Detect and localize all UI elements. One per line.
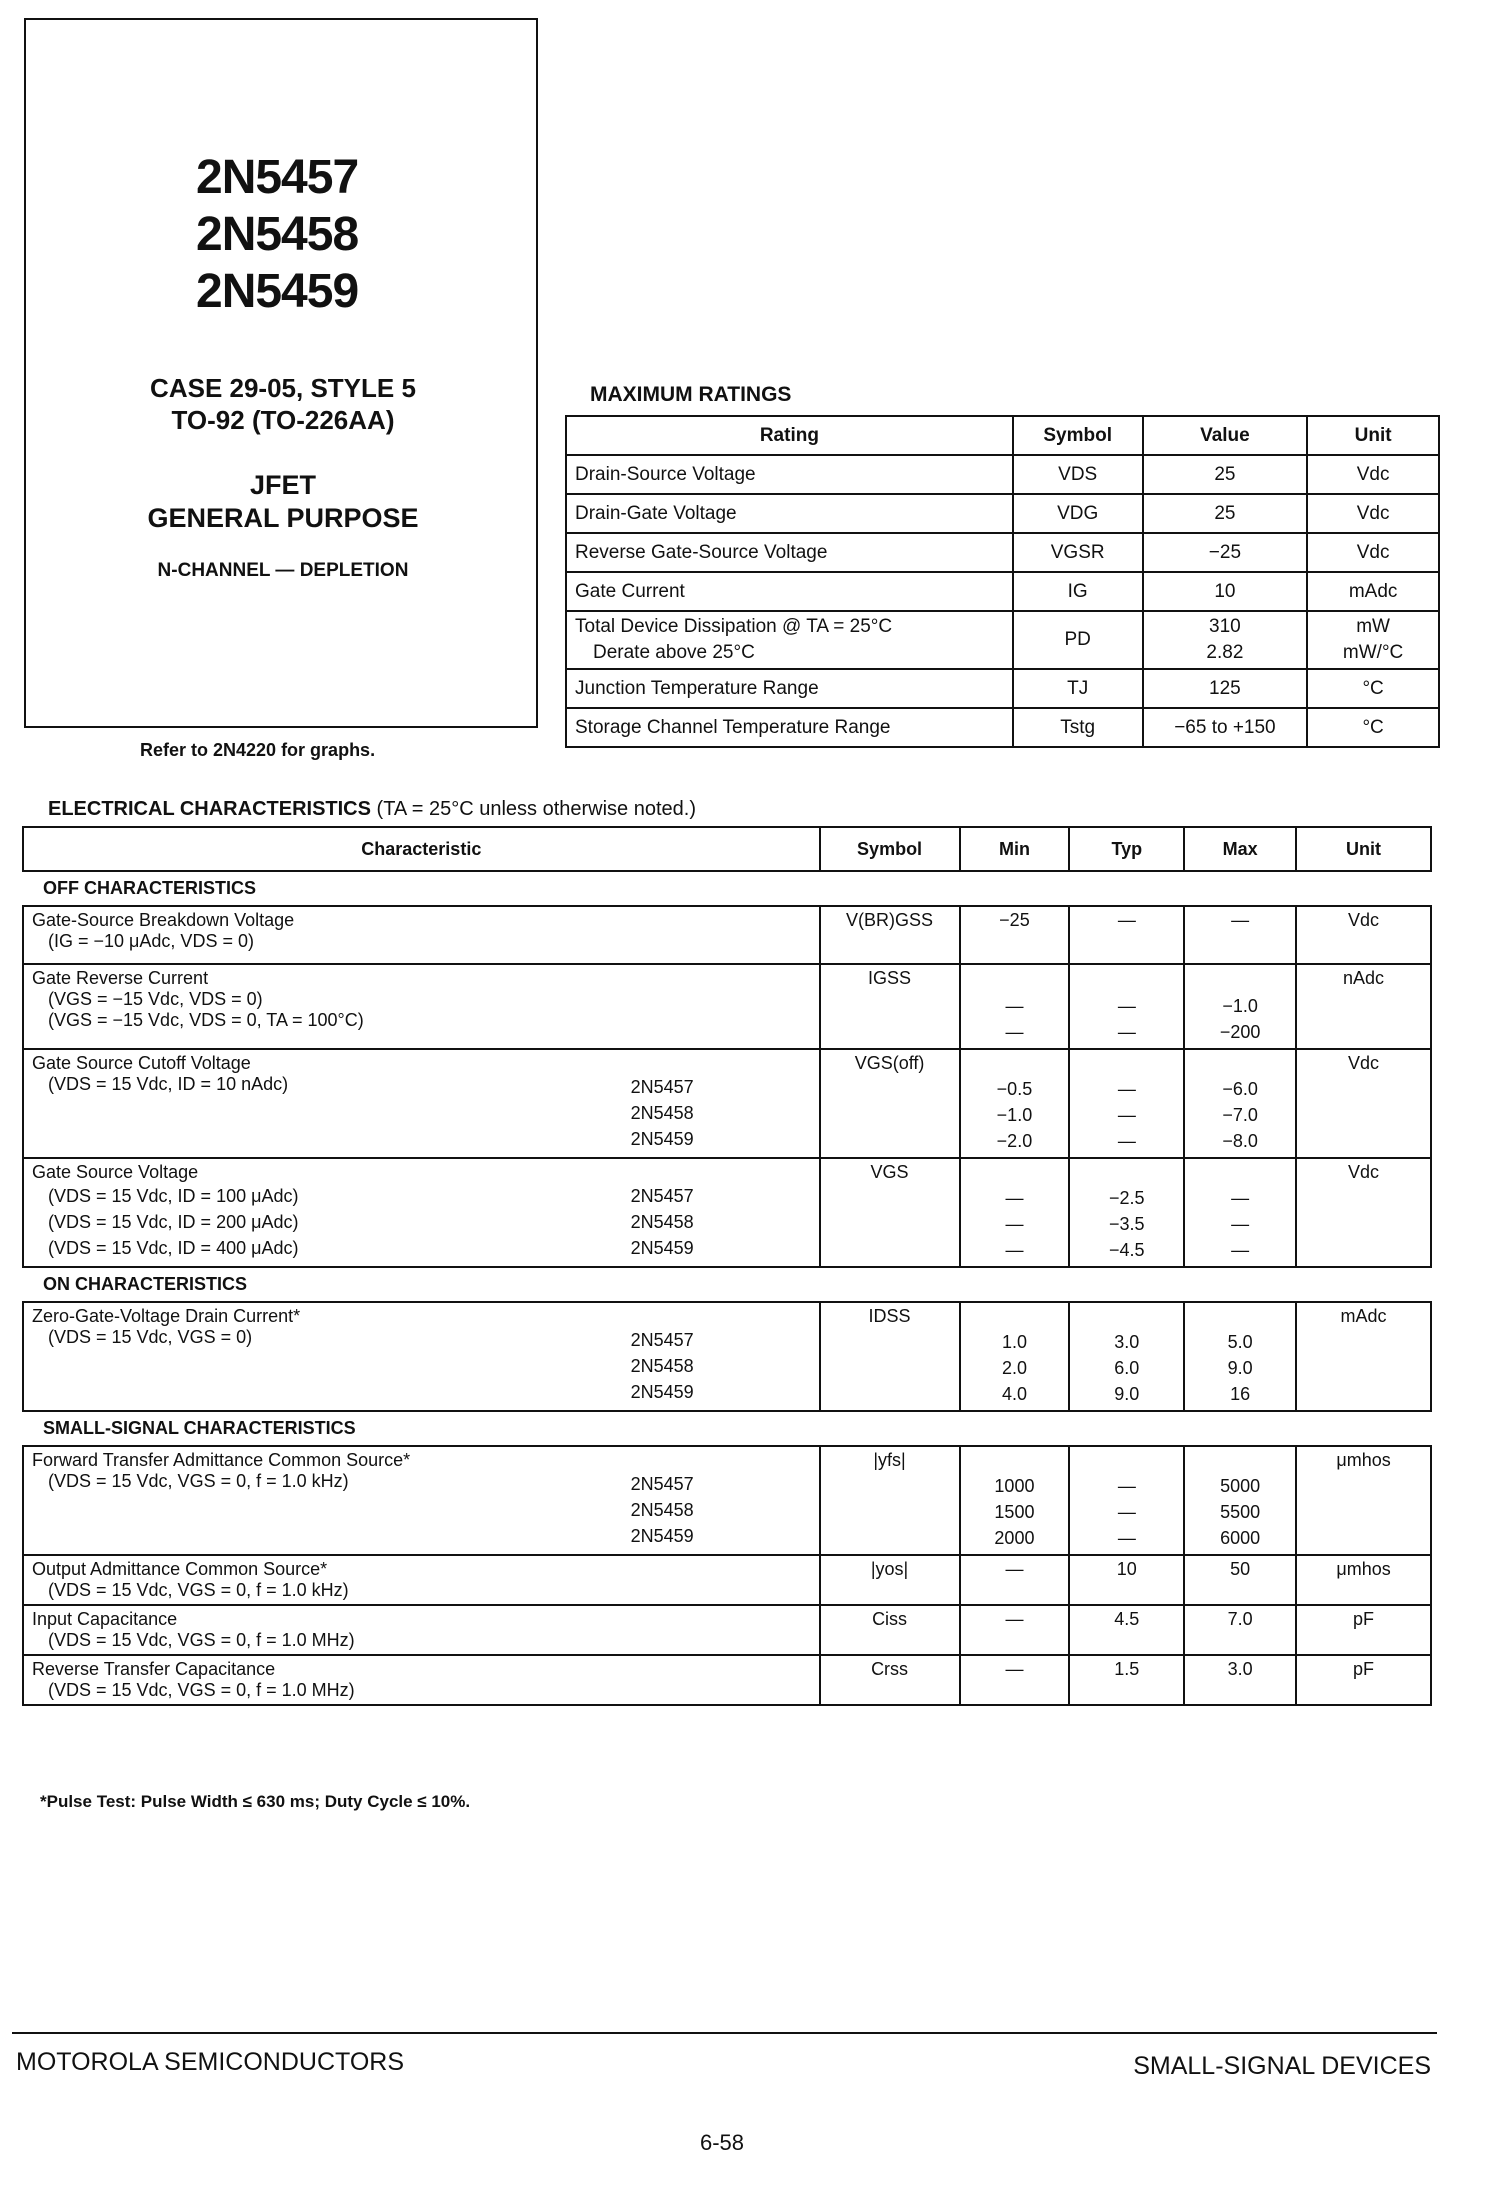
typ-value: 3.0 — [1114, 1332, 1140, 1352]
test-condition: (VDS = 15 Vdc, ID = 200 μAdc) — [48, 1212, 299, 1232]
typ-value: — — [1117, 1476, 1136, 1496]
max-value: 5.0 — [1227, 1332, 1253, 1352]
value-cell — [1143, 611, 1308, 669]
max-ratings-table — [565, 415, 1440, 748]
unit-cell: °C — [1307, 708, 1439, 747]
typ-value: — — [1117, 996, 1136, 1016]
section-row — [23, 1411, 1431, 1446]
typ-cell: 1.5 — [1069, 1655, 1184, 1705]
min-cell — [960, 1302, 1070, 1411]
header-value: Value — [1143, 416, 1308, 455]
header-min: Min — [960, 827, 1070, 871]
test-condition: (VDS = 15 Vdc, VGS = 0, f = 1.0 MHz) — [48, 1630, 355, 1650]
max-value: −200 — [1219, 1022, 1261, 1042]
table-row — [566, 708, 1439, 747]
rating-cell: Gate Current — [566, 572, 1013, 611]
device-list — [631, 1074, 771, 1152]
min-cell: — — [960, 1555, 1070, 1605]
min-value: 4.0 — [1001, 1384, 1027, 1404]
test-condition: (VDS = 15 Vdc, VGS = 0) — [48, 1327, 253, 1347]
section-off: OFF CHARACTERISTICS — [23, 871, 1431, 906]
max-value: 9.0 — [1227, 1358, 1253, 1378]
characteristic-cell — [23, 1158, 820, 1267]
device-name: 2N5457 — [630, 1077, 694, 1097]
symbol-cell: VGSR — [1013, 533, 1143, 572]
footer-publisher: MOTOROLA SEMICONDUCTORS — [16, 2048, 405, 2076]
typ-value: — — [1117, 1079, 1136, 1099]
typ-value: 6.0 — [1114, 1358, 1140, 1378]
rating-cell: Drain-Source Voltage — [566, 455, 1013, 494]
rating-cell: Drain-Gate Voltage — [566, 494, 1013, 533]
electrical-title-note: (TA = 25°C unless otherwise noted.) — [376, 798, 696, 820]
value-line: 310 — [1209, 616, 1241, 637]
max-cell: — — [1184, 906, 1296, 964]
value-cell: 125 — [1143, 669, 1308, 708]
max-cell — [1184, 964, 1296, 1049]
header-symbol: Symbol — [1013, 416, 1143, 455]
symbol-cell: |yos| — [820, 1555, 960, 1605]
section-row — [23, 1267, 1431, 1302]
min-cell: — — [960, 1655, 1070, 1705]
min-value: 2.0 — [1001, 1358, 1027, 1378]
typ-value: −2.5 — [1109, 1188, 1145, 1208]
symbol-cell: |yfs| — [820, 1446, 960, 1555]
min-value: −0.5 — [996, 1079, 1033, 1099]
test-condition: (VDS = 15 Vdc, VGS = 0, f = 1.0 MHz) — [48, 1680, 355, 1700]
unit-cell: pF — [1296, 1655, 1431, 1705]
characteristic-name: Forward Transfer Admittance Common Source* — [32, 1450, 411, 1470]
max-ratings-header — [566, 416, 1439, 455]
table-row — [566, 533, 1439, 572]
unit-cell: nAdc — [1296, 964, 1431, 1049]
min-value: — — [1005, 996, 1024, 1016]
unit-cell: Vdc — [1296, 1049, 1431, 1158]
symbol-cell: IDSS — [820, 1302, 960, 1411]
header-unit: Unit — [1307, 416, 1439, 455]
max-value: −7.0 — [1222, 1105, 1258, 1125]
symbol-cell: VDG — [1013, 494, 1143, 533]
min-value: — — [1005, 1022, 1024, 1042]
table-row — [23, 1158, 1431, 1267]
max-cell — [1184, 1049, 1296, 1158]
device-name: 2N5458 — [630, 1103, 694, 1123]
characteristic-name: Gate-Source Breakdown Voltage — [32, 910, 295, 930]
device-list — [631, 1471, 771, 1549]
electrical-table — [22, 826, 1432, 1706]
electrical-title — [48, 798, 696, 821]
table-row — [23, 1605, 1431, 1655]
typ-cell — [1069, 1302, 1184, 1411]
typ-value: −3.5 — [1109, 1214, 1145, 1234]
min-value: — — [1005, 1214, 1024, 1234]
characteristic-name: Gate Source Cutoff Voltage — [32, 1053, 251, 1073]
rating-cell: Storage Channel Temperature Range — [566, 708, 1013, 747]
max-value: −1.0 — [1222, 996, 1258, 1016]
device-list — [631, 1327, 771, 1405]
max-cell: 50 — [1184, 1555, 1296, 1605]
max-cell — [1184, 1302, 1296, 1411]
test-condition: (VDS = 15 Vdc, VGS = 0, f = 1.0 kHz) — [48, 1471, 349, 1491]
characteristic-cell — [23, 1302, 820, 1411]
characteristic-cell — [23, 1555, 820, 1605]
rating-line: Total Device Dissipation @ TA = 25°C — [575, 616, 893, 637]
header-typ: Typ — [1069, 827, 1184, 871]
max-value: 5000 — [1220, 1476, 1261, 1496]
test-condition: (VGS = −15 Vdc, VDS = 0) — [48, 989, 263, 1009]
table-row — [566, 611, 1439, 669]
device-name: 2N5459 — [630, 1238, 694, 1258]
value-cell: 10 — [1143, 572, 1308, 611]
characteristic-name: Reverse Transfer Capacitance — [32, 1659, 276, 1679]
section-on: ON CHARACTERISTICS — [23, 1267, 1431, 1302]
typ-cell — [1069, 964, 1184, 1049]
table-row — [566, 494, 1439, 533]
table-row — [23, 964, 1431, 1049]
typ-value: — — [1117, 1131, 1136, 1151]
max-ratings-title: MAXIMUM RATINGS — [590, 383, 792, 406]
unit-cell: Vdc — [1307, 455, 1439, 494]
characteristic-name: Gate Source Voltage — [32, 1162, 199, 1182]
header-max: Max — [1184, 827, 1296, 871]
unit-line: mW — [1356, 616, 1390, 637]
header-characteristic: Characteristic — [23, 827, 820, 871]
max-cell: 3.0 — [1184, 1655, 1296, 1705]
characteristic-name: Input Capacitance — [32, 1609, 178, 1629]
value-cell: −25 — [1143, 533, 1308, 572]
test-condition: (VGS = −15 Vdc, VDS = 0, TA = 100°C) — [48, 1010, 364, 1030]
min-cell: — — [960, 1605, 1070, 1655]
rating-cell — [566, 611, 1013, 669]
table-row — [23, 1446, 1431, 1555]
symbol-cell: V(BR)GSS — [820, 906, 960, 964]
package: TO-92 (TO-226AA) — [171, 405, 395, 435]
device-name: 2N5458 — [630, 1356, 694, 1376]
unit-line-derate: mW/°C — [1342, 642, 1404, 663]
table-row — [23, 1655, 1431, 1705]
unit-cell: Vdc — [1307, 494, 1439, 533]
part-number-1: 2N5457 — [196, 151, 359, 204]
footer-section: SMALL-SIGNAL DEVICES — [1133, 2052, 1431, 2080]
unit-cell: μmhos — [1296, 1446, 1431, 1555]
max-cell: 7.0 — [1184, 1605, 1296, 1655]
symbol-cell: IG — [1013, 572, 1143, 611]
symbol-cell: Tstg — [1013, 708, 1143, 747]
characteristic-name: Gate Reverse Current — [32, 968, 209, 988]
case-style: CASE 29-05, STYLE 5 — [150, 373, 416, 403]
typ-value: — — [1117, 1528, 1136, 1548]
part-number-3: 2N5459 — [196, 265, 359, 318]
device-name: 2N5457 — [630, 1330, 694, 1350]
max-value: — — [1231, 1240, 1250, 1260]
device-type: JFET — [249, 470, 316, 500]
symbol-cell: PD — [1013, 611, 1143, 669]
max-value: −6.0 — [1222, 1079, 1258, 1099]
max-cell — [1184, 1158, 1296, 1267]
max-value: 6000 — [1220, 1528, 1261, 1548]
characteristic-cell — [23, 1446, 820, 1555]
characteristic-cell — [23, 1049, 820, 1158]
symbol-cell: IGSS — [820, 964, 960, 1049]
typ-value: 9.0 — [1114, 1384, 1140, 1404]
unit-cell: mAdc — [1307, 572, 1439, 611]
min-value: — — [1005, 1188, 1024, 1208]
value-cell: −65 to +150 — [1143, 708, 1308, 747]
min-value: 2000 — [994, 1528, 1035, 1548]
characteristic-cell — [23, 1605, 820, 1655]
device-purpose: GENERAL PURPOSE — [147, 503, 419, 533]
footer-rule — [12, 2032, 1437, 2034]
table-row — [23, 1555, 1431, 1605]
test-condition: (VDS = 15 Vdc, ID = 10 nAdc) — [48, 1074, 289, 1094]
characteristic-cell — [23, 964, 820, 1049]
max-value: 16 — [1230, 1384, 1251, 1404]
characteristic-name: Zero-Gate-Voltage Drain Current* — [32, 1306, 301, 1326]
device-name: 2N5457 — [630, 1186, 694, 1206]
max-value: 5500 — [1220, 1502, 1261, 1522]
electrical-header — [23, 827, 1431, 871]
page-number: 6-58 — [700, 2130, 745, 2155]
channel-type: N-CHANNEL — DEPLETION — [157, 560, 409, 581]
min-cell — [960, 1446, 1070, 1555]
refer-note: Refer to 2N4220 for graphs. — [140, 740, 376, 760]
unit-cell: μmhos — [1296, 1555, 1431, 1605]
symbol-cell: Ciss — [820, 1605, 960, 1655]
header-rating: Rating — [566, 416, 1013, 455]
rating-cell: Junction Temperature Range — [566, 669, 1013, 708]
min-value: −2.0 — [996, 1131, 1033, 1151]
symbol-cell: Crss — [820, 1655, 960, 1705]
min-value: 1.0 — [1001, 1332, 1027, 1352]
electrical-title-bold: ELECTRICAL CHARACTERISTICS — [48, 798, 371, 820]
value-cell: 25 — [1143, 455, 1308, 494]
unit-cell: Vdc — [1296, 906, 1431, 964]
device-name: 2N5459 — [630, 1382, 694, 1402]
typ-cell — [1069, 1446, 1184, 1555]
typ-cell — [1069, 1158, 1184, 1267]
table-row — [23, 1049, 1431, 1158]
header-symbol: Symbol — [820, 827, 960, 871]
unit-cell: Vdc — [1307, 533, 1439, 572]
symbol-cell: TJ — [1013, 669, 1143, 708]
device-list — [631, 1183, 771, 1261]
table-row — [566, 455, 1439, 494]
typ-cell: 4.5 — [1069, 1605, 1184, 1655]
device-name: 2N5458 — [630, 1212, 694, 1232]
part-number-box — [24, 18, 538, 728]
unit-cell: pF — [1296, 1605, 1431, 1655]
rating-line-derate: Derate above 25°C — [593, 642, 755, 663]
table-row — [23, 906, 1431, 964]
value-cell: 25 — [1143, 494, 1308, 533]
table-row — [566, 572, 1439, 611]
max-value: −8.0 — [1222, 1131, 1258, 1151]
typ-cell: — — [1069, 906, 1184, 964]
min-value: −1.0 — [996, 1105, 1033, 1125]
min-cell — [960, 1049, 1070, 1158]
header-unit: Unit — [1296, 827, 1431, 871]
unit-cell — [1307, 611, 1439, 669]
characteristic-cell — [23, 1655, 820, 1705]
pulse-test-footnote: *Pulse Test: Pulse Width ≤ 630 ms; Duty Cycle ≤ 10%. — [40, 1792, 471, 1811]
section-row — [23, 871, 1431, 906]
table-row — [23, 1302, 1431, 1411]
max-value: — — [1231, 1214, 1250, 1234]
unit-cell: °C — [1307, 669, 1439, 708]
min-cell: −25 — [960, 906, 1070, 964]
test-condition: (VDS = 15 Vdc, ID = 100 μAdc) — [48, 1186, 299, 1206]
symbol-cell: VGS(off) — [820, 1049, 960, 1158]
min-value: 1500 — [994, 1502, 1035, 1522]
characteristic-cell — [23, 906, 820, 964]
device-name: 2N5457 — [630, 1474, 694, 1494]
section-small-signal: SMALL-SIGNAL CHARACTERISTICS — [23, 1411, 1431, 1446]
device-name: 2N5459 — [630, 1129, 694, 1149]
typ-value: — — [1117, 1022, 1136, 1042]
typ-value: −4.5 — [1109, 1240, 1145, 1260]
typ-cell — [1069, 1049, 1184, 1158]
device-name: 2N5459 — [630, 1526, 694, 1546]
typ-value: — — [1117, 1105, 1136, 1125]
test-condition: (VDS = 15 Vdc, VGS = 0, f = 1.0 kHz) — [48, 1580, 349, 1600]
typ-cell: 10 — [1069, 1555, 1184, 1605]
part-number-2: 2N5458 — [196, 208, 359, 261]
unit-cell: Vdc — [1296, 1158, 1431, 1267]
max-cell — [1184, 1446, 1296, 1555]
max-value: — — [1231, 1188, 1250, 1208]
min-value: 1000 — [994, 1476, 1035, 1496]
typ-value: — — [1117, 1502, 1136, 1522]
symbol-cell: VGS — [820, 1158, 960, 1267]
min-cell — [960, 964, 1070, 1049]
value-line-derate: 2.82 — [1206, 642, 1244, 663]
symbol-cell: VDS — [1013, 455, 1143, 494]
table-row — [566, 669, 1439, 708]
unit-cell: mAdc — [1296, 1302, 1431, 1411]
device-name: 2N5458 — [630, 1500, 694, 1520]
characteristic-name: Output Admittance Common Source* — [32, 1559, 328, 1579]
min-value: — — [1005, 1240, 1024, 1260]
test-condition: (VDS = 15 Vdc, ID = 400 μAdc) — [48, 1238, 299, 1258]
rating-cell: Reverse Gate-Source Voltage — [566, 533, 1013, 572]
min-cell — [960, 1158, 1070, 1267]
test-condition: (IG = −10 μAdc, VDS = 0) — [48, 931, 254, 951]
